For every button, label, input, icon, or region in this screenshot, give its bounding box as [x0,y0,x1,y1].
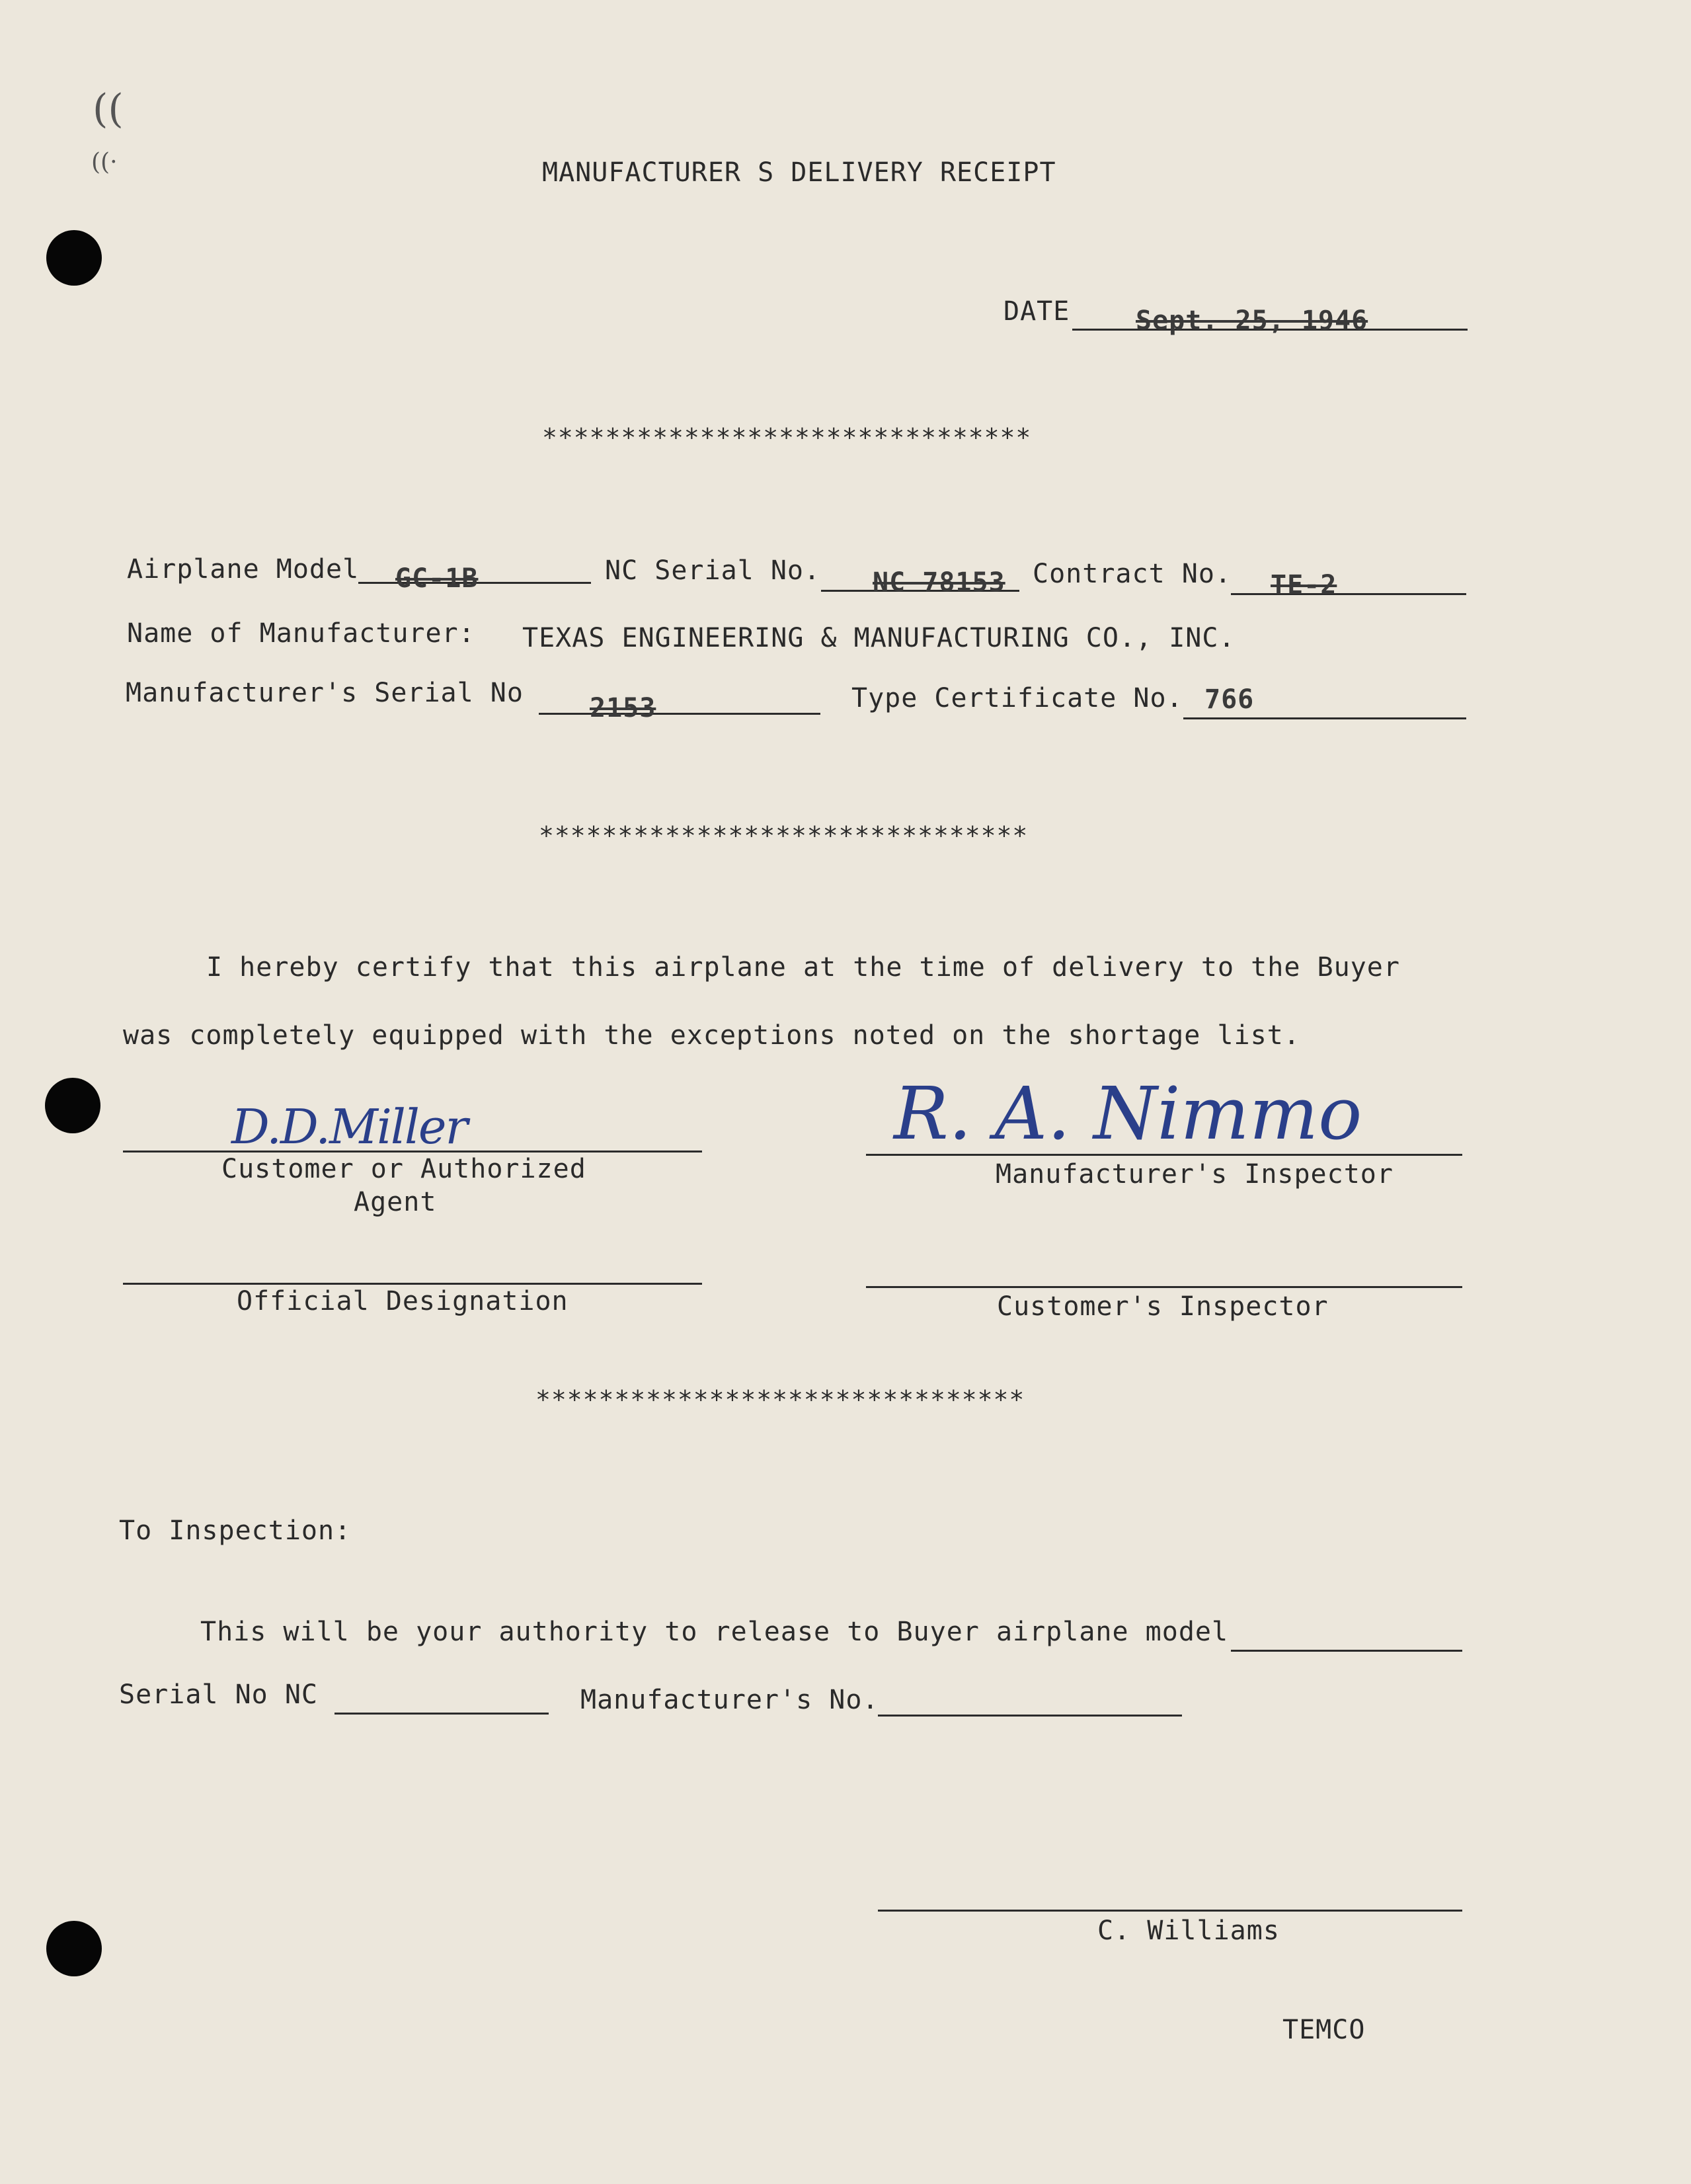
mfr-no-line [878,1715,1182,1717]
authority-model-line [1231,1650,1462,1652]
punch-hole-middle [45,1078,100,1133]
inspector-signature-line [866,1154,1462,1156]
punch-hole-top [46,230,102,286]
clip-mark-icon: (( [93,86,124,132]
authority-text: This will be your authority to release to Buyer airplane model [200,1617,1229,1647]
serial-nc-label: Serial No NC [119,1679,318,1710]
official-designation-line [123,1283,702,1285]
signer-line [878,1910,1462,1912]
contract-label: Contract No. [1033,559,1232,589]
customer-label-1: Customer or Authorized [221,1154,586,1184]
certification-line-2: was completely equipped with the exceptions noted on the shortage list. [123,1020,1300,1051]
separator: ******************************* [539,821,1029,850]
customer-signature: D.D.Miller [231,1099,467,1154]
signer-name: C. Williams [1097,1916,1280,1946]
manufacturer-value: TEXAS ENGINEERING & MANUFACTURING CO., INC. [522,623,1236,653]
separator: ******************************* [542,423,1032,452]
company-name: TEMCO [1282,2015,1366,2045]
contract-value: TE-2 [1271,570,1337,600]
document-title: MANUFACTURER S DELIVERY RECEIPT [542,157,1056,188]
official-label: Official Designation [237,1286,569,1316]
customer-inspector-line [866,1286,1462,1288]
clip-mark-icon: ((· [91,149,118,176]
type-cert-value: 766 [1204,684,1255,715]
customer-inspector-label: Customer's Inspector [997,1291,1329,1322]
inspector-signature: R. A. Nimmo [894,1071,1362,1156]
inspector-label: Manufacturer's Inspector [996,1159,1394,1190]
punch-hole-bottom [46,1921,102,1976]
separator: ******************************* [535,1385,1025,1414]
nc-serial-value: NC 78153 [873,567,1005,598]
mfr-no-label: Manufacturer's No. [580,1685,879,1715]
airplane-model-value: GC-1B [395,563,479,594]
date-value: Sept. 25, 1946 [1136,305,1368,336]
type-cert-label: Type Certificate No. [851,683,1183,713]
nc-serial-label: NC Serial No. [605,555,821,586]
to-inspection-label: To Inspection: [119,1516,352,1546]
contract-line [1231,593,1466,595]
type-cert-line [1183,717,1466,719]
date-label: DATE [1003,296,1070,327]
mfr-serial-label: Manufacturer's Serial No [126,678,524,708]
mfr-serial-value: 2153 [590,693,656,723]
mfr-serial-line [539,713,820,715]
serial-nc-line [334,1713,549,1715]
customer-label-2: Agent [354,1187,437,1217]
airplane-model-label: Airplane Model [127,554,360,585]
manufacturer-label: Name of Manufacturer: [127,618,475,649]
certification-line-1: I hereby certify that this airplane at the time of delivery to the Buyer [206,952,1400,983]
customer-signature-line [123,1151,702,1153]
